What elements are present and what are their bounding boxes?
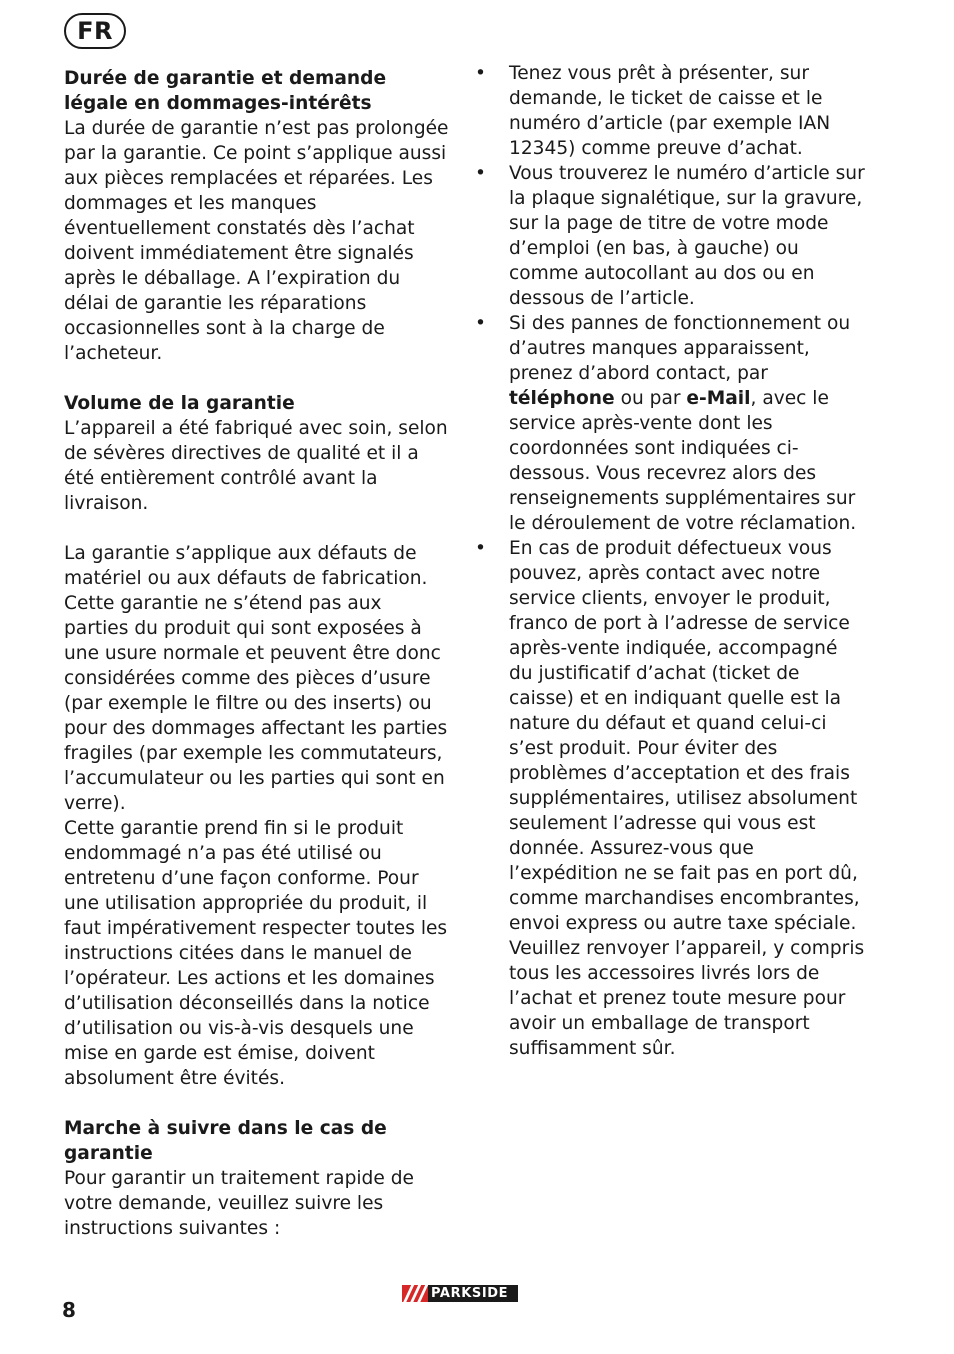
text-run: , avec le service après-vente dont les coordonnées sont indiquées ci-dessous. Vous recevrez alors des renseignements supplémentaires sur le déroulement de votre réclamation. — [509, 388, 857, 534]
list-item-text: Tenez vous prêt à présenter, sur demande, le ticket de caisse et le numéro d’article (par exemple IAN 12345) comme preuve d’achat. — [509, 63, 831, 159]
list-item — [475, 61, 865, 161]
email-emphasis: e-Mail — [686, 388, 751, 409]
section-title-warranty-duration: Durée de garantie et demande légale en dommages-intérêts — [64, 68, 387, 114]
bullet-icon: • — [475, 313, 486, 334]
brand-name: PARKSIDE — [431, 1286, 509, 1301]
page-number: 8 — [62, 1298, 76, 1322]
bullet-icon: • — [475, 163, 486, 184]
bullet-icon: • — [475, 63, 486, 84]
language-badge — [64, 13, 126, 49]
list-item-text — [509, 313, 856, 534]
list-item — [475, 161, 865, 311]
logo-stripes-icon — [402, 1285, 428, 1302]
list-item — [475, 311, 865, 536]
list-item-text: Vous trouverez le numéro d’article sur la plaque signalétique, sur la gravure, sur la page de titre de votre mode d’emploi (en bas, à gauche) ou comme autocollant au dos ou en dessous de l’article. — [509, 163, 865, 309]
bullet-icon: • — [475, 538, 486, 559]
text-run: ou par — [614, 388, 687, 409]
brand-logo — [402, 1285, 518, 1302]
right-column — [475, 61, 865, 1061]
language-code: FR — [77, 17, 113, 45]
paragraph-warranty-duration: La durée de garantie n’est pas prolongée par la garantie. Ce point s’applique aussi aux pièces remplacées et réparées. Les dommages et les manques éventuellement constatés dès l’achat doivent immédiatement être signalés après le déballage. A l’expiration du délai de garantie les réparations occasionnelles sont à la charge de l’acheteur. — [64, 118, 449, 364]
list-item-text: En cas de produit défectueux vous pouvez, après contact avec notre service clients, envoyer le produit, franco de port à l’adresse de service après-vente indiquée, accompagné du justificatif d’achat (ticket de caisse) et en indiquant quelle est la nature du défaut et quand celui-ci s’est produit. Pour éviter des problèmes d’acceptation et des frais supplémentaires, utilisez absolument seulement l’adresse qui vous est donnée. Assurez-vous que l’expédition ne se fait pas en port dû, comme marchandises encombrantes, envoi express ou autre taxe spéciale. Veuillez renvoyer l’appareil, y compris tous les accessoires livrés lors de l’achat et prenez toute mesure pour avoir un emballage de transport suffisamment sûr. — [509, 538, 865, 1059]
phone-emphasis: téléphone — [509, 388, 615, 409]
text-run: Si des pannes de fonctionnement ou d’autres manques apparaissent, prenez d’abord contact, par — [509, 313, 851, 384]
paragraph-warranty-scope-1: L’appareil a été fabriqué avec soin, selon de sévères directives de qualité et il a été entièrement contrôlé avant la livraison. — [64, 418, 448, 514]
section-title-warranty-procedure: Marche à suivre dans le cas de garantie — [64, 1118, 387, 1164]
paragraph-warranty-procedure: Pour garantir un traitement rapide de votre demande, veuillez suivre les instructions suivantes : — [64, 1168, 414, 1239]
paragraph-warranty-scope-2: La garantie s’applique aux défauts de matériel ou aux défauts de fabrication. Cette garantie ne s’étend pas aux parties du produit qui sont exposées à une usure normale et peuvent être donc considérées comme des pièces d’usure (par exemple le filtre ou des inserts) ou pour des dommages affectant les parties fragiles (par exemple les commutateurs, l’accumulateur ou les parties qui sont en verre). — [64, 543, 448, 814]
list-item — [475, 536, 865, 1061]
instruction-list — [475, 61, 865, 1061]
paragraph-warranty-scope-3: Cette garantie prend fin si le produit endommagé n’a pas été utilisé ou entretenu d’une façon conforme. Pour une utilisation appropriée du produit, il faut impérativement respecter toutes les instructions citées dans le manuel de l’opérateur. Les actions et les domaines d’utilisation déconseillés dans la notice d’utilisation ou vis-à-vis desquels une mise en garde est émise, doivent absolument être évités. — [64, 818, 448, 1089]
section-title-warranty-scope: Volume de la garantie — [64, 393, 295, 414]
left-column — [64, 66, 449, 1241]
